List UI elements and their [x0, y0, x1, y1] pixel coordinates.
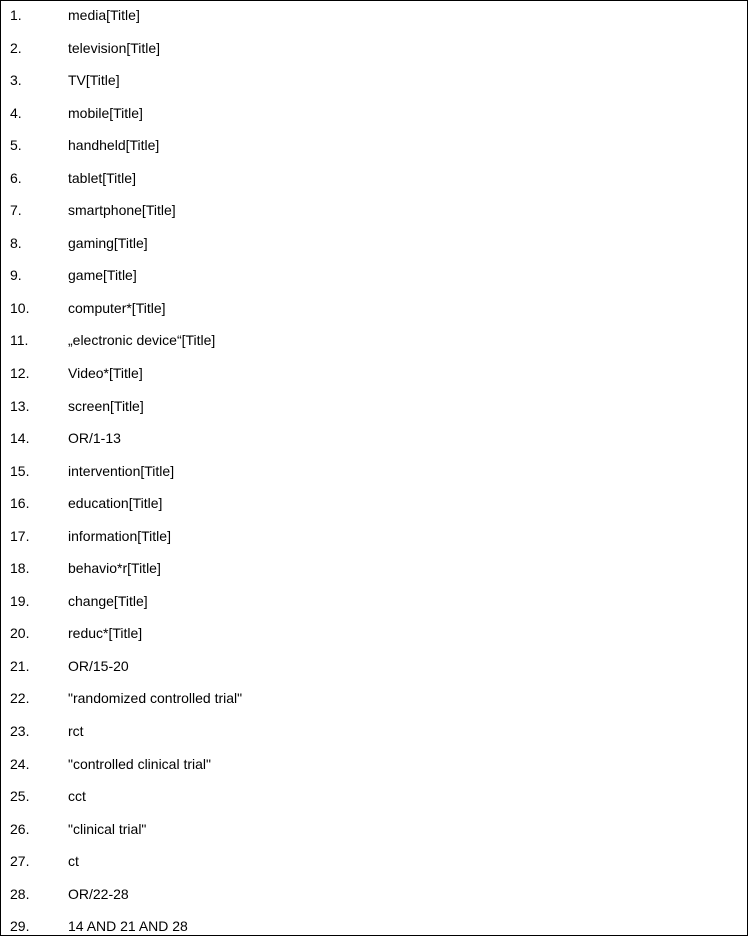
search-strategy-rows: [1, 1, 747, 936]
table-row: [1, 164, 747, 197]
table-row: [1, 261, 747, 294]
table-row: [1, 359, 747, 392]
row-number: 17.: [10, 527, 30, 544]
search-term: "randomized controlled trial": [68, 690, 243, 707]
table-row: [1, 880, 747, 913]
table-row: [1, 196, 747, 229]
row-number: 22.: [10, 690, 30, 707]
search-term: television[Title]: [68, 39, 161, 56]
table-row: [1, 652, 747, 685]
table-row: [1, 294, 747, 327]
search-term: OR/1-13: [68, 430, 121, 447]
row-number: 23.: [10, 723, 30, 740]
table-row: [1, 815, 747, 848]
search-term: education[Title]: [68, 495, 163, 512]
search-term: ct: [68, 853, 79, 870]
row-number: 13.: [10, 397, 30, 414]
row-number: 14.: [10, 430, 30, 447]
row-number: 25.: [10, 788, 30, 805]
search-term: computer*[Title]: [68, 299, 166, 316]
row-number: 9.: [10, 267, 22, 284]
search-term: TV[Title]: [68, 72, 120, 89]
table-row: [1, 392, 747, 425]
row-number: 24.: [10, 755, 30, 772]
row-number: 4.: [10, 104, 22, 121]
row-number: 6.: [10, 169, 22, 186]
table-row: [1, 457, 747, 490]
search-term: game[Title]: [68, 267, 137, 284]
search-term: tablet[Title]: [68, 169, 136, 186]
table-row: [1, 326, 747, 359]
table-row: [1, 684, 747, 717]
table-row: [1, 750, 747, 783]
row-number: 3.: [10, 72, 22, 89]
table-row: [1, 912, 747, 936]
search-term: gaming[Title]: [68, 234, 148, 251]
search-term: change[Title]: [68, 592, 148, 609]
search-term: "clinical trial": [68, 820, 147, 837]
table-row: [1, 229, 747, 262]
table-row: [1, 131, 747, 164]
row-number: 15.: [10, 462, 30, 479]
search-term: smartphone[Title]: [68, 202, 176, 219]
row-number: 1.: [10, 7, 22, 23]
row-number: 2.: [10, 39, 22, 56]
table-row: [1, 99, 747, 132]
row-number: 18.: [10, 560, 30, 577]
row-number: 26.: [10, 820, 30, 837]
search-term: handheld[Title]: [68, 137, 160, 154]
search-term: media[Title]: [68, 7, 140, 23]
row-number: 7.: [10, 202, 22, 219]
row-number: 12.: [10, 365, 30, 382]
search-term: mobile[Title]: [68, 104, 143, 121]
search-term: cct: [68, 788, 86, 805]
row-number: 19.: [10, 592, 30, 609]
table-row: [1, 619, 747, 652]
search-term: information[Title]: [68, 527, 171, 544]
table-row: [1, 34, 747, 67]
search-term: OR/15-20: [68, 657, 129, 674]
row-number: 27.: [10, 853, 30, 870]
table-row: [1, 782, 747, 815]
search-term: OR/22-28: [68, 885, 129, 902]
table-row: [1, 66, 747, 99]
search-term: "controlled clinical trial": [68, 755, 211, 772]
search-term: „electronic device“[Title]: [68, 332, 216, 349]
row-number: 8.: [10, 234, 22, 251]
table-row: [1, 1, 747, 34]
row-number: 20.: [10, 625, 30, 642]
search-term: reduc*[Title]: [68, 625, 143, 642]
search-term: screen[Title]: [68, 397, 144, 414]
table-row: [1, 489, 747, 522]
row-number: 11.: [10, 332, 29, 349]
search-term: 14 AND 21 AND 28: [68, 918, 188, 935]
row-number: 28.: [10, 885, 30, 902]
row-number: 10.: [10, 299, 30, 316]
row-number: 21.: [10, 657, 30, 674]
search-term: rct: [68, 723, 84, 740]
table-row: [1, 554, 747, 587]
row-number: 29.: [10, 918, 30, 935]
search-term: behavio*r[Title]: [68, 560, 161, 577]
table-row: [1, 717, 747, 750]
table-row: [1, 522, 747, 555]
row-number: 16.: [10, 495, 30, 512]
table-row: [1, 847, 747, 880]
search-term: Video*[Title]: [68, 365, 143, 382]
table-row: [1, 587, 747, 620]
search-term: intervention[Title]: [68, 462, 175, 479]
table-row: [1, 424, 747, 457]
row-number: 5.: [10, 137, 22, 154]
